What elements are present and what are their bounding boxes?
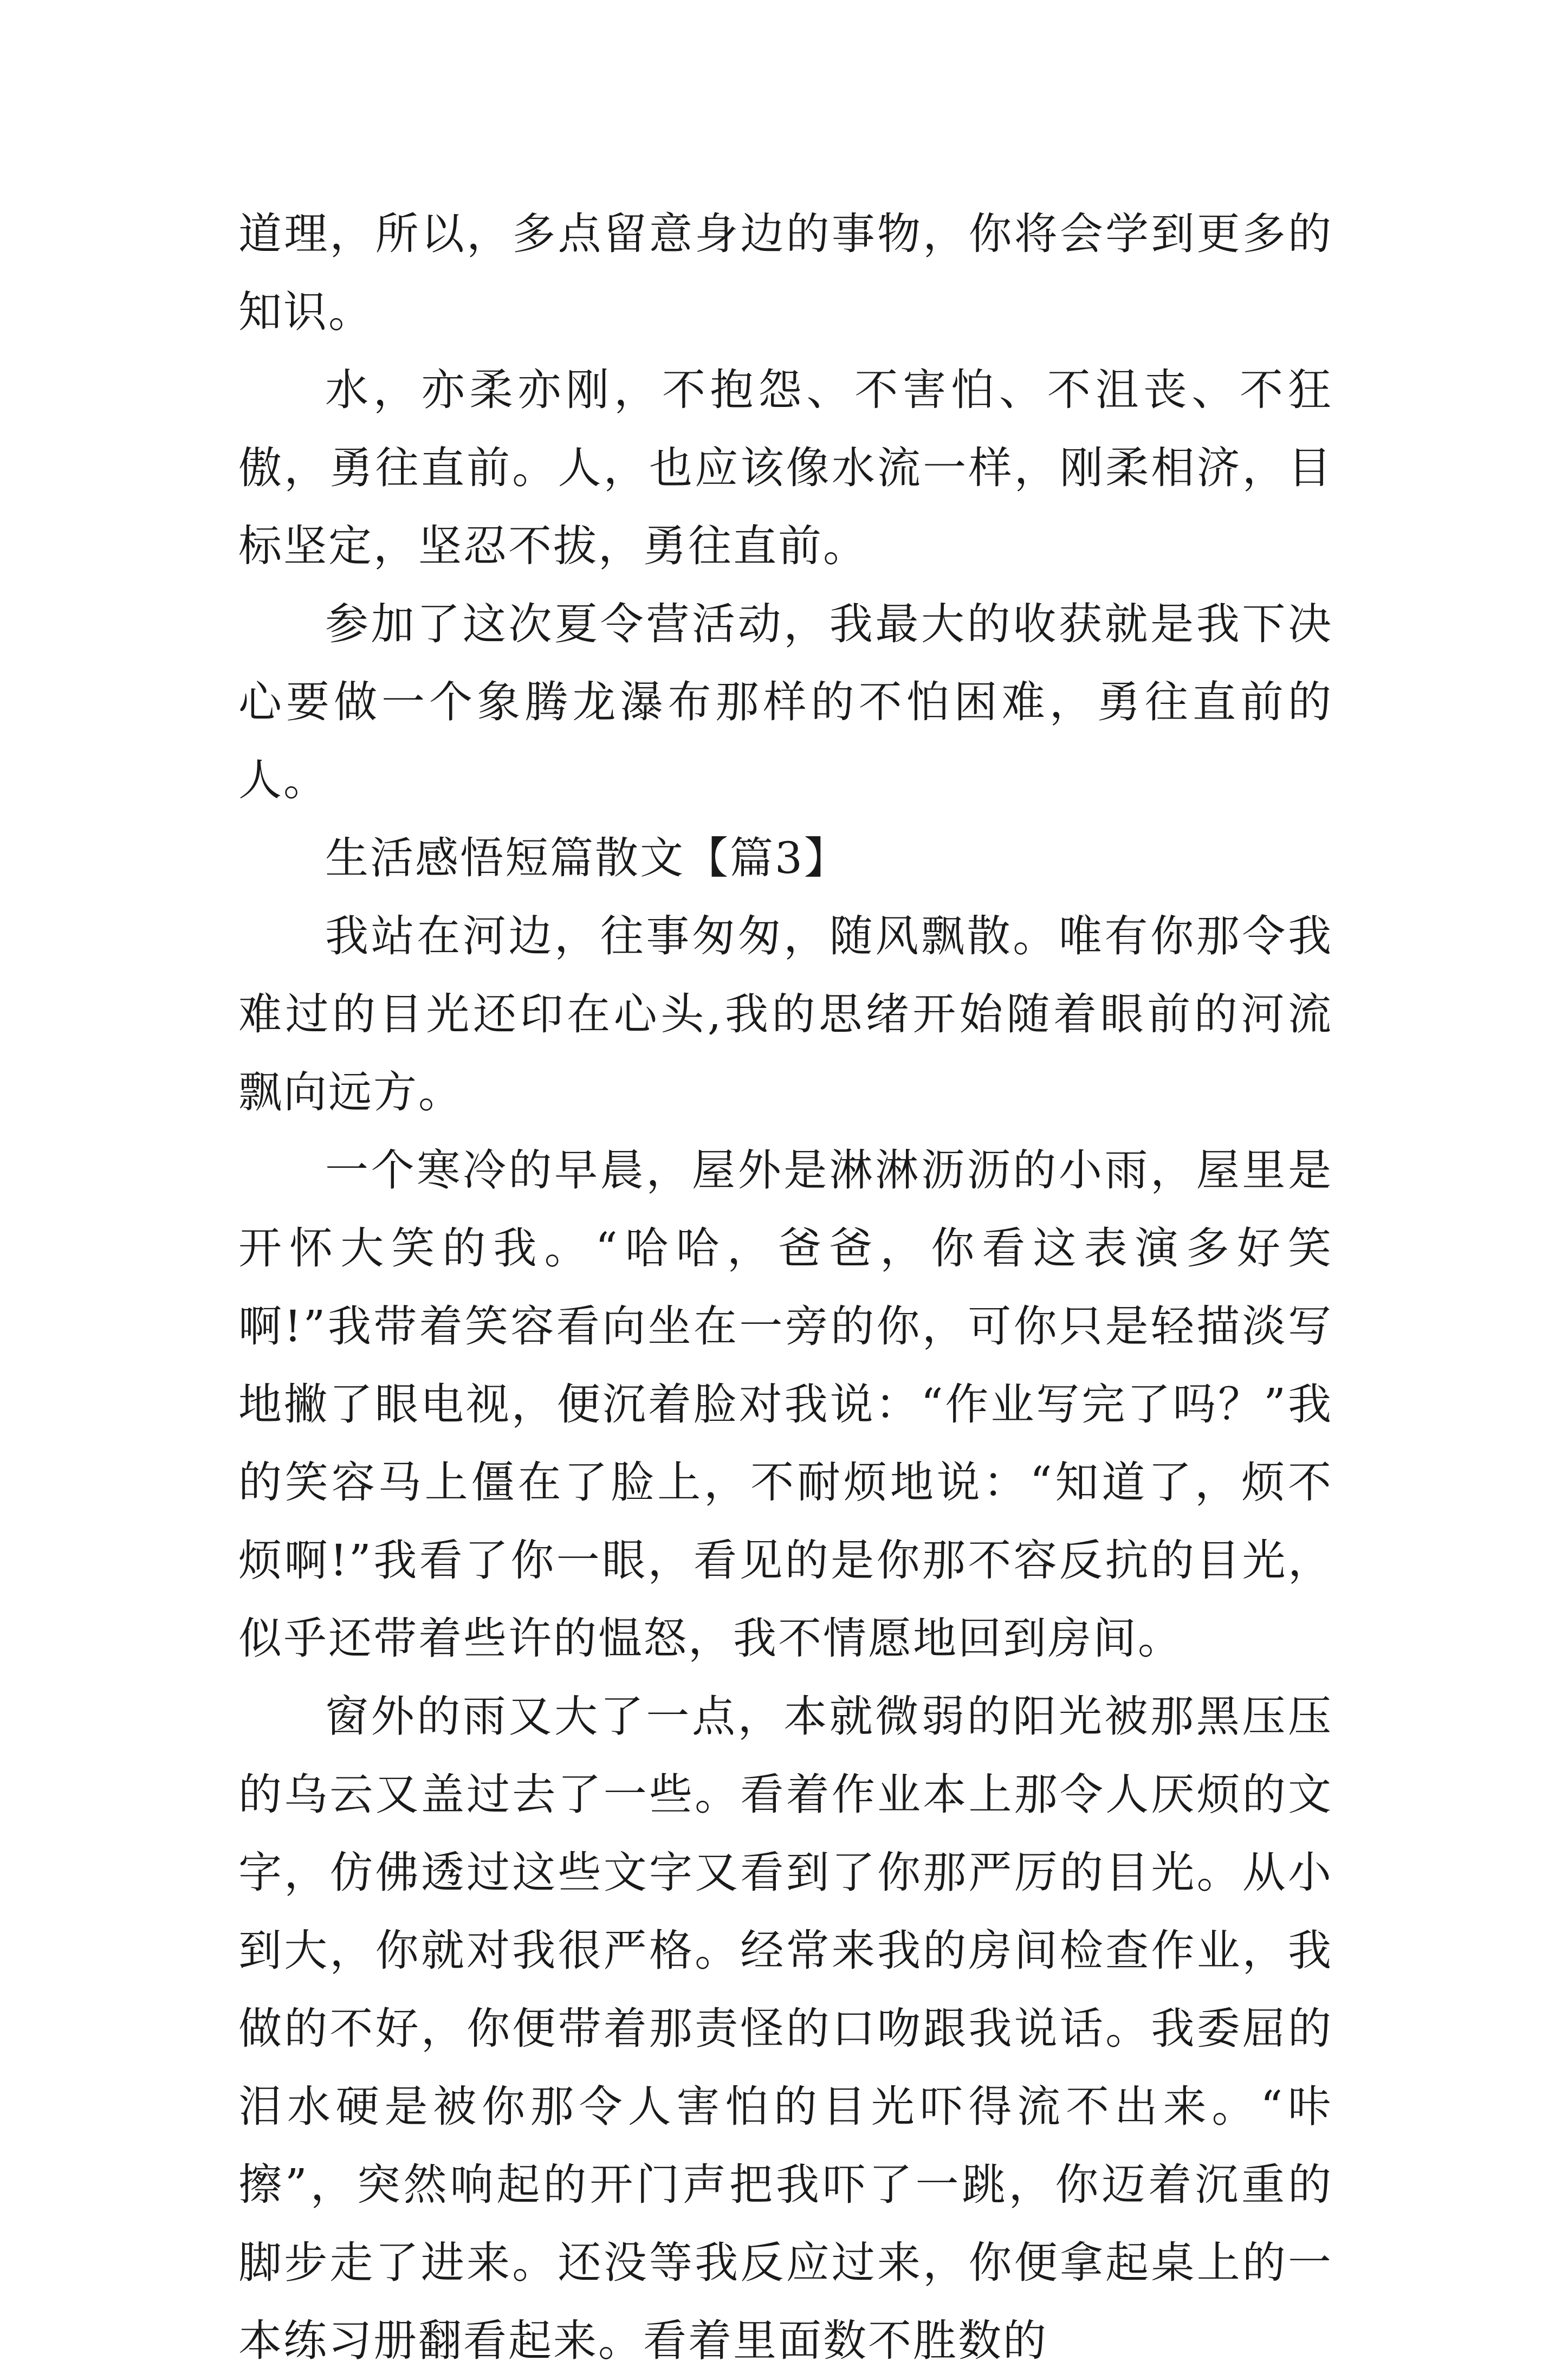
paragraph-3: 参加了这次夏令营活动，我最大的收获就是我下决心要做一个象腾龙瀑布那样的不怕困难，勇往直前的人。 [238,599,1333,805]
section-paragraph-3: 窗外的雨又大了一点，本就微弱的阳光被那黑压压的乌云又盖过去了一些。看着作业本上那令人厌烦的文字，仿佛透过这些文字又看到了你那严厉的目光。从小到大，你就对我很严格。经常来我的房间检查作业，我做的不好，你便带着那责怪的口吻跟我说话。我委屈的泪水硬是被你那令人害怕的目光吓得流不出来。“咔擦”，突然响起的开门声把我吓了一跳，你迈着沉重的脚步走了进来。还没等我反应过来，你便拿起桌上的一本练习册翻看起来。看着里面数不胜数的 [238,1691,1333,2366]
paragraph-2: 水，亦柔亦刚，不抱怨、不害怕、不沮丧、不狂傲，勇往直前。人，也应该像水流一样，刚柔相济，目标坚定，坚忍不拔，勇往直前。 [238,365,1333,571]
section-paragraph-2: 一个寒冷的早晨，屋外是淋淋沥沥的小雨，屋里是开怀大笑的我。“哈哈，爸爸，你看这表演多好笑啊!”我带着笑容看向坐在一旁的你，可你只是轻描淡写地撇了眼电视，便沉着脸对我说：“作业写完了吗？”我的笑容马上僵在了脸上，不耐烦地说：“知道了，烦不烦啊!”我看了你一眼，看见的是你那不容反抗的目光，似乎还带着些许的愠怒，我不情愿地回到房间。 [238,1145,1333,1664]
paragraph-1: 道理，所以，多点留意身边的事物，你将会学到更多的知识。 [238,209,1333,337]
section-heading: 生活感悟短篇散文【篇3】 [325,833,849,883]
section-paragraph-1: 我站在河边，往事匆匆，随风飘散。唯有你那令我难过的目光还印在心头,我的思绪开始随着眼前的河流飘向远方。 [238,911,1333,1117]
document-page [238,195,1333,2380]
